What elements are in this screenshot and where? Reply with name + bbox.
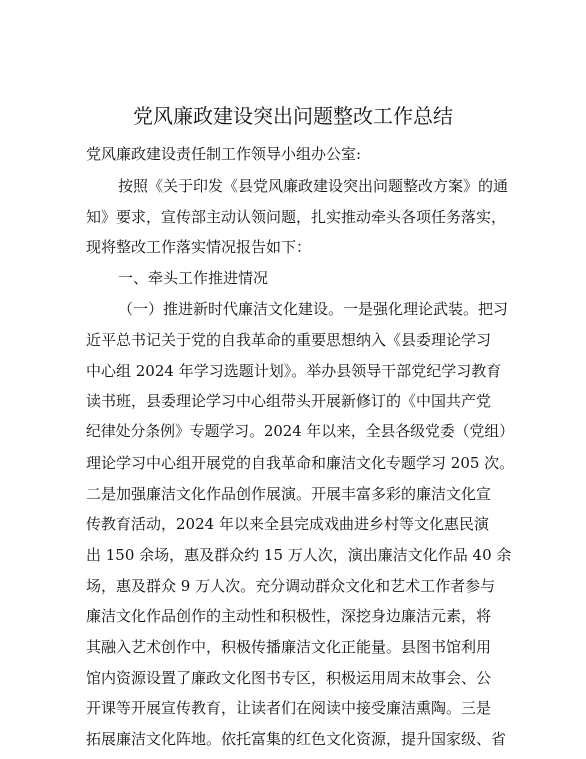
- intro-line: 按照《关于印发《县党风廉政建设突出问题整改方案》的通: [118, 177, 509, 195]
- body-line: 其融入艺术创作中，积极传播廉洁文化正能量。县图书馆利用: [86, 638, 492, 656]
- body-line: 理论学习中心组开展党的自我革命和廉洁文化专题学习 205 次。: [86, 454, 515, 472]
- body-line: 开课等开展宣传教育，让读者们在阅读中接受廉洁熏陶。三是: [86, 699, 492, 717]
- intro-line: 知》要求，宣传部主动认领问题，扎实推动牵头各项任务落实，: [86, 208, 507, 226]
- body-line: 廉洁文化作品创作的主动性和积极性，深挖身边廉洁元素，将: [86, 607, 492, 625]
- body-line: 馆内资源设置了廉政文化图书专区，积极运用周末故事会、公: [86, 669, 492, 687]
- document-title: 党风廉政建设突出问题整改工作总结: [133, 104, 453, 128]
- body-line: （一）推进新时代廉洁文化建设。一是强化理论武装。把习: [118, 300, 509, 318]
- intro-line: 现将整改工作落实情况报告如下：: [86, 238, 312, 256]
- body-line: 拓展廉洁文化阵地。依托富集的红色文化资源，提升国家级、省: [86, 730, 507, 748]
- body-line: 出 150 余场，惠及群众约 15 万人次，演出廉洁文化作品 40 余: [86, 546, 512, 564]
- body-line: 近平总书记关于党的自我革命的重要思想纳入《县委理论学习: [86, 331, 492, 349]
- body-line: 传教育活动，2024 年以来全县完成戏曲进乡村等文化惠民演: [86, 515, 489, 533]
- body-line: 中心组 2024 年学习选题计划》。举办县领导干部党纪学习教育: [86, 362, 502, 380]
- section-heading: 一、牵头工作推进情况: [118, 269, 269, 287]
- salutation: 党风廉政建设责任制工作领导小组办公室:: [86, 145, 362, 163]
- body-line: 二是加强廉洁文化作品创作展演。开展丰富多彩的廉洁文化宣: [86, 485, 492, 503]
- body-line: 场，惠及群众 9 万人次。充分调动群众文化和艺术工作者参与: [86, 577, 496, 595]
- body-line: 纪律处分条例》专题学习。2024 年以来，全县各级党委（党组）: [86, 423, 514, 440]
- body-line: 读书班，县委理论学习中心组带头开展新修订的《中国共产党: [86, 392, 492, 410]
